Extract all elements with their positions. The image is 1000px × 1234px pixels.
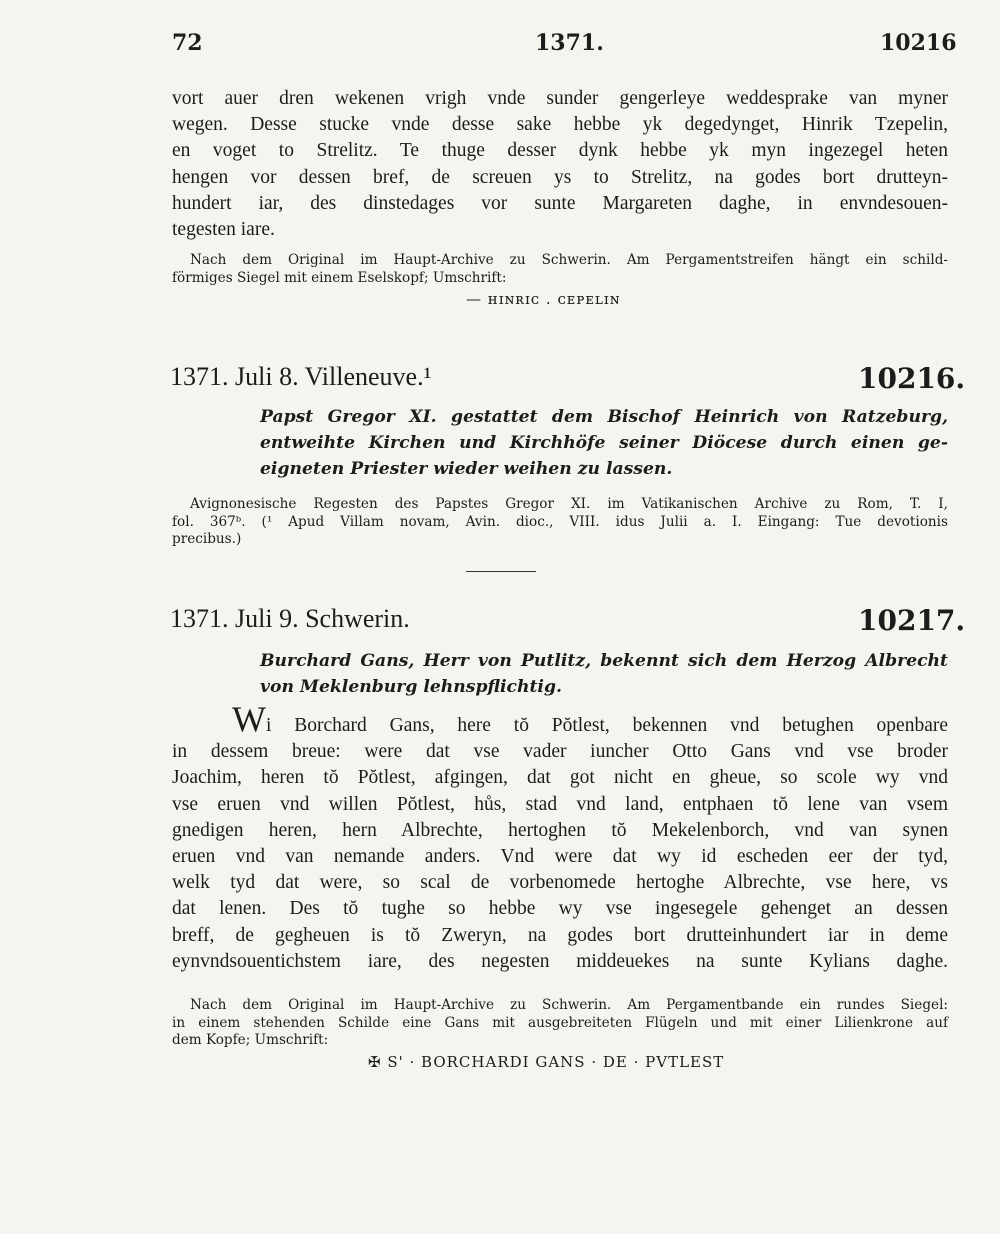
document-summary xyxy=(260,404,948,482)
note-line: Nach dem Original im Haupt-Archive zu Schwerin. Am Pergamentstreifen hängt ein schild- xyxy=(190,252,948,268)
document-text xyxy=(172,699,948,975)
summary-line: entweihte Kirchen und Kirchhöfe seiner Diöcese durch einen ge- xyxy=(260,433,948,453)
running-head-doc-number: 10216 xyxy=(880,30,957,56)
summary-line: Papst Gregor XI. gestattet dem Bischof Heinrich von Ratzeburg, xyxy=(260,407,948,427)
drop-initial: W xyxy=(232,699,266,739)
text-line: hundert iar, des dinstedages vor sunte Margareten daghe, in envndesouen- xyxy=(172,192,948,214)
summary-line: eigneten Priester wieder weihen zu lassen. xyxy=(260,459,673,479)
running-head-year: 1371. xyxy=(535,30,604,56)
document-source-note xyxy=(172,997,948,1050)
document-number: 10216. xyxy=(858,362,966,395)
text-line: Joachim, heren tŏ Pŏtlest, afgingen, dat got nicht en gheue, so scole wy vnd xyxy=(172,767,948,789)
document-source-note xyxy=(172,496,948,549)
text-line: tegesten iare. xyxy=(172,219,275,241)
seal-inscription: — ʜɪɴʀɪᴄ . ᴄᴇᴘᴇʟɪɴ xyxy=(466,290,621,308)
note-line: dem Kopfe; Umschrift: xyxy=(172,1032,329,1048)
text-line: wegen. Desse stucke vnde desse sake hebbe yk degedynget, Hinrik Tzepelin, xyxy=(172,114,948,136)
previous-document-note xyxy=(172,252,948,287)
note-line: fol. 367ᵇ. (¹ Apud Villam novam, Avin. dioc., VIII. idus Julii a. I. Eingang: Tue devotionis xyxy=(172,513,948,530)
summary-line: von Meklenburg lehnspflichtig. xyxy=(260,677,562,697)
text-line: dat lenen. Des tŏ tughe so hebbe wy vse ingesegele gehenget an dessen xyxy=(172,898,948,920)
note-line: Avignonesische Regesten des Papstes Gregor XI. im Vatikanischen Archive zu Rom, T. I, xyxy=(190,496,948,512)
document-number: 10217. xyxy=(858,604,966,637)
note-line: precibus.) xyxy=(172,531,242,547)
text-line: en voget to Strelitz. Te thuge desser dynk hebbe yk myn ingezegel heten xyxy=(172,140,948,162)
text-line xyxy=(172,699,948,739)
first-line-text: i Borchard Gans, here tŏ Pŏtlest, bekennen vnd betughen openbare xyxy=(265,715,948,736)
note-line: Nach dem Original im Haupt-Archive zu Schwerin. Am Pergamentbande ein rundes Siegel: xyxy=(190,997,948,1013)
text-line: hengen vor dessen bref, de screuen ys to Strelitz, na godes bort drutteyn- xyxy=(172,166,948,188)
page-number: 72 xyxy=(172,30,203,56)
note-line: förmiges Siegel mit einem Eselskopf; Umschrift: xyxy=(172,269,507,286)
note-line: in einem stehenden Schilde eine Gans mit ausgebreiteten Flügeln und mit einer Lilienkrone auf xyxy=(172,1014,948,1031)
seal-inscription: ✠ S' · BORCHARDI GANS · DE · PVTLEST xyxy=(368,1053,725,1071)
text-line: vort auer dren wekenen vrigh vnde sunder gengerleye weddesprake van myner xyxy=(172,88,948,109)
document-date-place: 1371. Juli 8. Villeneuve.¹ xyxy=(170,362,432,391)
previous-document-text xyxy=(172,86,948,243)
summary-line: Burchard Gans, Herr von Putlitz, bekennt sich dem Herzog Albrecht xyxy=(260,651,948,671)
text-line: gnedigen heren, hern Albrechte, hertoghen tŏ Mekelenborch, vnd van synen xyxy=(172,819,948,841)
document-summary xyxy=(260,648,948,700)
text-line: eynvndsouentichstem iare, des negesten middeuekes na sunte Kylians daghe. xyxy=(172,950,948,972)
section-divider xyxy=(466,571,536,572)
document-date-place: 1371. Juli 9. Schwerin. xyxy=(170,604,410,633)
text-line: breff, de gegheuen is tŏ Zweryn, na godes bort drutteinhundert iar in deme xyxy=(172,924,948,946)
text-line: vse eruen vnd willen Pŏtlest, hůs, stad vnd land, entphaen tŏ lene van vsem xyxy=(172,793,948,815)
text-line: in dessem breue: were dat vse vader iuncher Otto Gans vnd vse broder xyxy=(172,741,948,763)
text-line: eruen vnd van nemande anders. Vnd were dat wy id escheden eer der tyd, xyxy=(172,846,948,868)
text-line: welk tyd dat were, so scal de vorbenomede hertoghe Albrechte, vse here, vs xyxy=(172,872,948,894)
